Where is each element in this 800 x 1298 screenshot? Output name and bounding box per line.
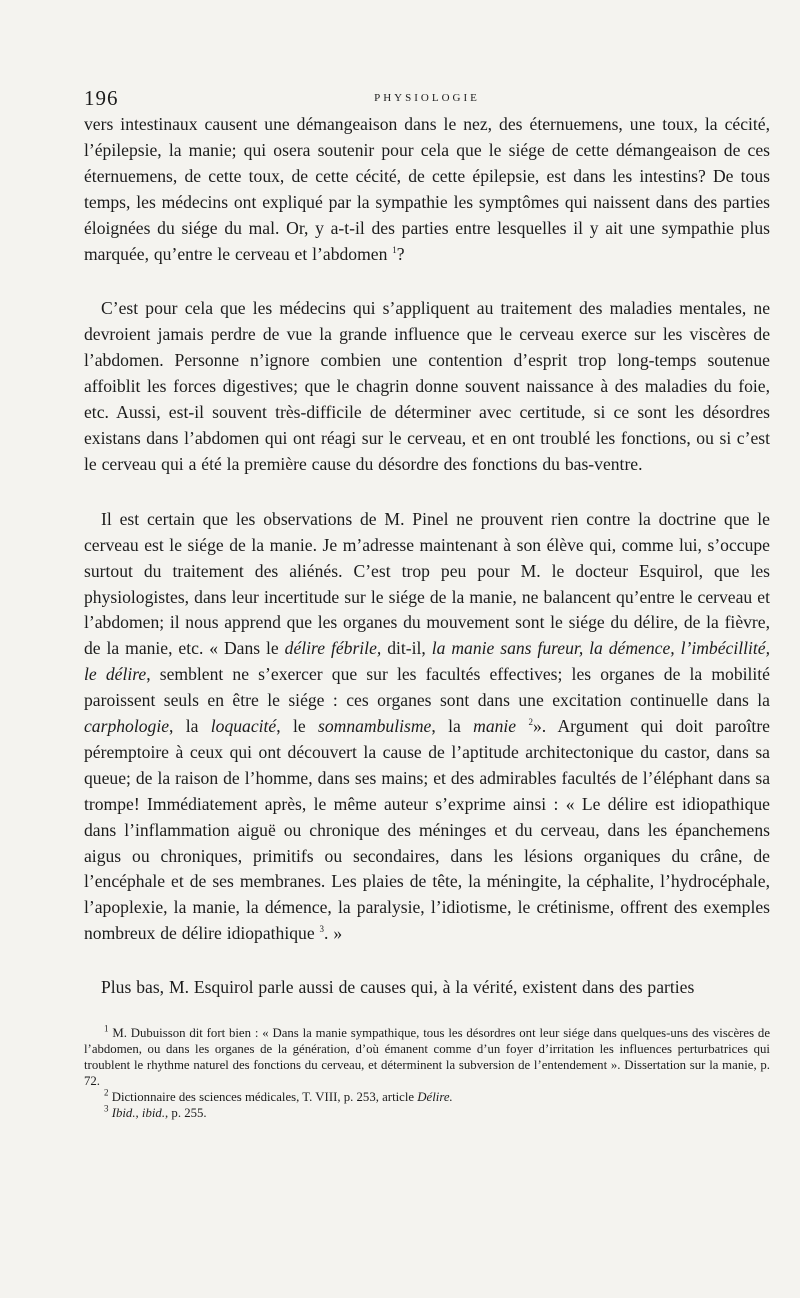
footnote — [84, 1105, 770, 1121]
body-text — [84, 112, 770, 1001]
note-ref: 2 — [528, 717, 533, 728]
paragraph — [84, 296, 770, 477]
text-run: , semblent ne s’exercer que sur les facultés effectives; les organes de la mobilité paroissent seuls en être le siége : ces organes sont dans une excitation continuelle dans la — [84, 664, 770, 711]
paragraph — [84, 975, 770, 1001]
page-header — [84, 86, 770, 112]
text-run: M. Dubuisson dit fort bien : « Dans la manie sympathique, tous les désordres ont leur siége dans quelques-uns des viscères de l’abdomen, ou dans les organes de la génération, d’où émanent comme d’un foyer d’irritation les influences perturbatrices qui troublent le rhythme naturel des fonctions du cerveau, et déterminent la subversion de l’entendement ». Dissertation sur la manie, p. 72. — [84, 1026, 770, 1089]
text-run: , p. 255. — [165, 1106, 207, 1121]
text-run: C’est pour cela que les médecins qui s’appliquent au traitement des maladies mentales, ne devroient jamais perdre de vue la grande influence que le cerveau exerce sur les viscères de l’abdomen. Personne n’ignore combien une contention d’esprit trop long-temps soutenue affoiblit les forces digestives; que le chagrin donne souvent naissance à des maladies du foie, etc. Aussi, est-il souvent très-difficile de déterminer avec certitude, si ce sont les désordres existans dans l’abdomen qui ont réagi sur le cerveau, et en ont troublé les fonctions, ou si c’est le cerveau qui a été la première cause du désordre des fonctions du bas-ventre. — [84, 298, 770, 474]
text-run: , le — [276, 716, 318, 737]
footnotes — [84, 1025, 770, 1121]
text-run: ». Argument qui doit paroître péremptoire à ceux qui ont découvert la cause de l’aptitude architectonique du castor, dans sa queue; de la raison de l’homme, dans ses mains; et des admirables facultés de l’éléphant dans sa trompe! Immédiatement après, le même auteur s’exprime ainsi : « Le délire est idiopathique dans l’inflammation aiguë ou chronique des méninges et du cerveau, dans les épanchemens aigus ou chroniques, primitifs ou secondaires, dans les lésions organiques du crâne, de l’encéphale et de ses membranes. Les plaies de tête, la méningite, la céphalite, l’hydrocéphale, l’apoplexie, la manie, la démence, la paralysie, l’idiotisme, le crétinisme, offrent des exemples nombreux de délire idiopathique — [84, 716, 770, 944]
text-run: , la — [431, 716, 474, 737]
italic-text: la manie sans fureur, la démence, l’imbécillité, le délire — [84, 638, 770, 685]
running-head: PHYSIOLOGIE — [374, 92, 480, 104]
paragraph — [84, 112, 770, 267]
text-run: vers intestinaux causent une démangeaison dans le nez, des éternuemens, une toux, la cécité, l’épilepsie, la manie; qui osera soutenir pour cela que le siége de cette démangeaison de ces éternuemens, de cette toux, de cette cécité, de cette épilepsie, est dans les intestins? De tous temps, les médecins ont expliqué par la sympathie les symptômes qui naissent dans des parties éloignées du siége du mal. Or, y a-t-il des parties entre lesquelles il y ait une sympathie plus marquée, qu’entre le cerveau et l’abdomen — [84, 114, 770, 264]
footnote — [84, 1025, 770, 1089]
page — [84, 86, 770, 1121]
note-ref: 2 — [104, 1087, 109, 1098]
note-ref: 1 — [104, 1023, 109, 1034]
note-ref: 1 — [392, 244, 397, 255]
text-run: , la — [169, 716, 211, 737]
text-run: Il est certain que les observations de M. Pinel ne prouvent rien contre la doctrine que le cerveau est le siége de la manie. Je m’adresse maintenant à son élève qui, comme lui, s’occupe surtout du traitement des aliénés. C’est trop peu pour M. le docteur Esquirol, que les physiologistes, dans leur incertitude sur le siége de la manie, ne balancent qu’entre le cerveau et l’abdomen; il nous apprend que les organes du mouvement sont le siége du délire, de la fièvre, de la manie, etc. « Dans le — [84, 508, 770, 659]
note-ref: 3 — [319, 924, 325, 935]
footnote — [84, 1089, 770, 1105]
italic-text: délire fébrile, — [284, 638, 382, 659]
italic-text: manie — [473, 716, 517, 737]
text-run: Dictionnaire des sciences médicales, T. VIII, p. 253, article — [108, 1090, 418, 1105]
italic-text: loquacité — [210, 716, 277, 737]
italic-text: somnambulisme — [317, 716, 432, 737]
page-number: 196 — [84, 86, 119, 110]
italic-text: Délire. — [417, 1090, 453, 1105]
text-run — [516, 716, 528, 736]
italic-text: carphologie — [84, 716, 170, 737]
text-run: Plus bas, M. Esquirol parle aussi de causes qui, à la vérité, existent dans des parties — [101, 977, 695, 998]
text-run: dit-il, — [381, 638, 432, 659]
note-ref: 3 — [104, 1103, 109, 1114]
italic-text: Ibid., ibid. — [111, 1106, 166, 1121]
paragraph — [84, 507, 770, 947]
text-run: ? — [396, 243, 405, 264]
text-run: . » — [324, 923, 343, 944]
